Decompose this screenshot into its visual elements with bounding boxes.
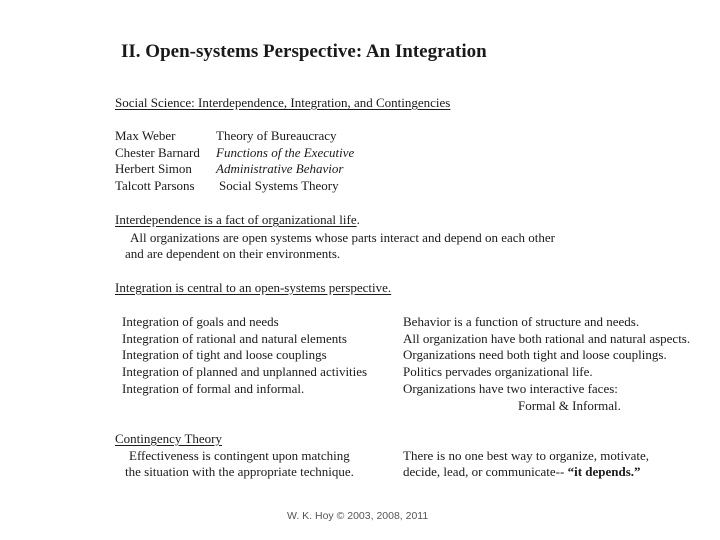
- contingency-right-line-2: [403, 464, 641, 481]
- it-depends-quote: “it depends.”: [567, 464, 641, 479]
- theorist-name: Herbert Simon: [115, 161, 192, 177]
- contingency-line-2: the situation with the appropriate technique.: [125, 464, 354, 479]
- theorist-work: Theory of Bureaucracy: [216, 128, 337, 143]
- contingency-right-line-1: There is no one best way to organize, motivate,: [403, 448, 649, 463]
- theorist-work: Functions of the Executive: [216, 144, 355, 160]
- theorist-name: Max Weber: [115, 128, 176, 143]
- integration-right-list: [403, 314, 690, 398]
- theorist-work: Administrative Behavior: [216, 161, 344, 177]
- social-science-heading: Social Science: Interdependence, Integration, and Contingencies: [115, 95, 451, 110]
- theorist-name: Talcott Parsons: [115, 178, 195, 194]
- theorist-works: [216, 128, 354, 195]
- theorist-names: [115, 128, 200, 195]
- theorist-work: Social Systems Theory: [219, 178, 339, 194]
- interdependence-heading-text: Interdependence is a fact of organizational life: [115, 212, 357, 227]
- integration-right-last: Formal & Informal.: [518, 398, 621, 413]
- interdependence-line-2: and are dependent on their environments.: [125, 246, 341, 261]
- list-item: Integration of tight and loose couplings: [122, 347, 327, 363]
- integration-left-list: [122, 314, 367, 398]
- list-item: Politics pervades organizational life.: [403, 364, 593, 380]
- interdependence-heading-period: .: [356, 212, 360, 227]
- contingency-heading: Contingency Theory: [115, 431, 222, 446]
- list-item: All organization have both rational and natural aspects.: [403, 330, 691, 346]
- contingency-right-text: decide, lead, or communicate--: [403, 464, 565, 479]
- interdependence-line-1: All organizations are open systems whose parts interact and depend on each other: [130, 230, 556, 245]
- interdependence-heading: [115, 212, 360, 229]
- list-item: Integration of rational and natural elements: [122, 330, 347, 346]
- list-item: Organizations need both tight and loose couplings.: [403, 347, 667, 363]
- theorist-name: Chester Barnard: [115, 144, 200, 160]
- page-title: II. Open-systems Perspective: An Integration: [121, 41, 487, 62]
- contingency-line-1: Effectiveness is contingent upon matching: [129, 448, 350, 463]
- footer-copyright: W. K. Hoy © 2003, 2008, 2011: [287, 510, 429, 522]
- list-item: Integration of formal and informal.: [122, 380, 305, 396]
- list-item: Behavior is a function of structure and needs.: [403, 314, 640, 329]
- integration-heading: Integration is central to an open-systems perspective.: [115, 280, 392, 295]
- list-item: Integration of planned and unplanned activities: [122, 364, 368, 380]
- list-item: Organizations have two interactive faces:: [403, 380, 618, 396]
- list-item: Integration of goals and needs: [122, 314, 279, 329]
